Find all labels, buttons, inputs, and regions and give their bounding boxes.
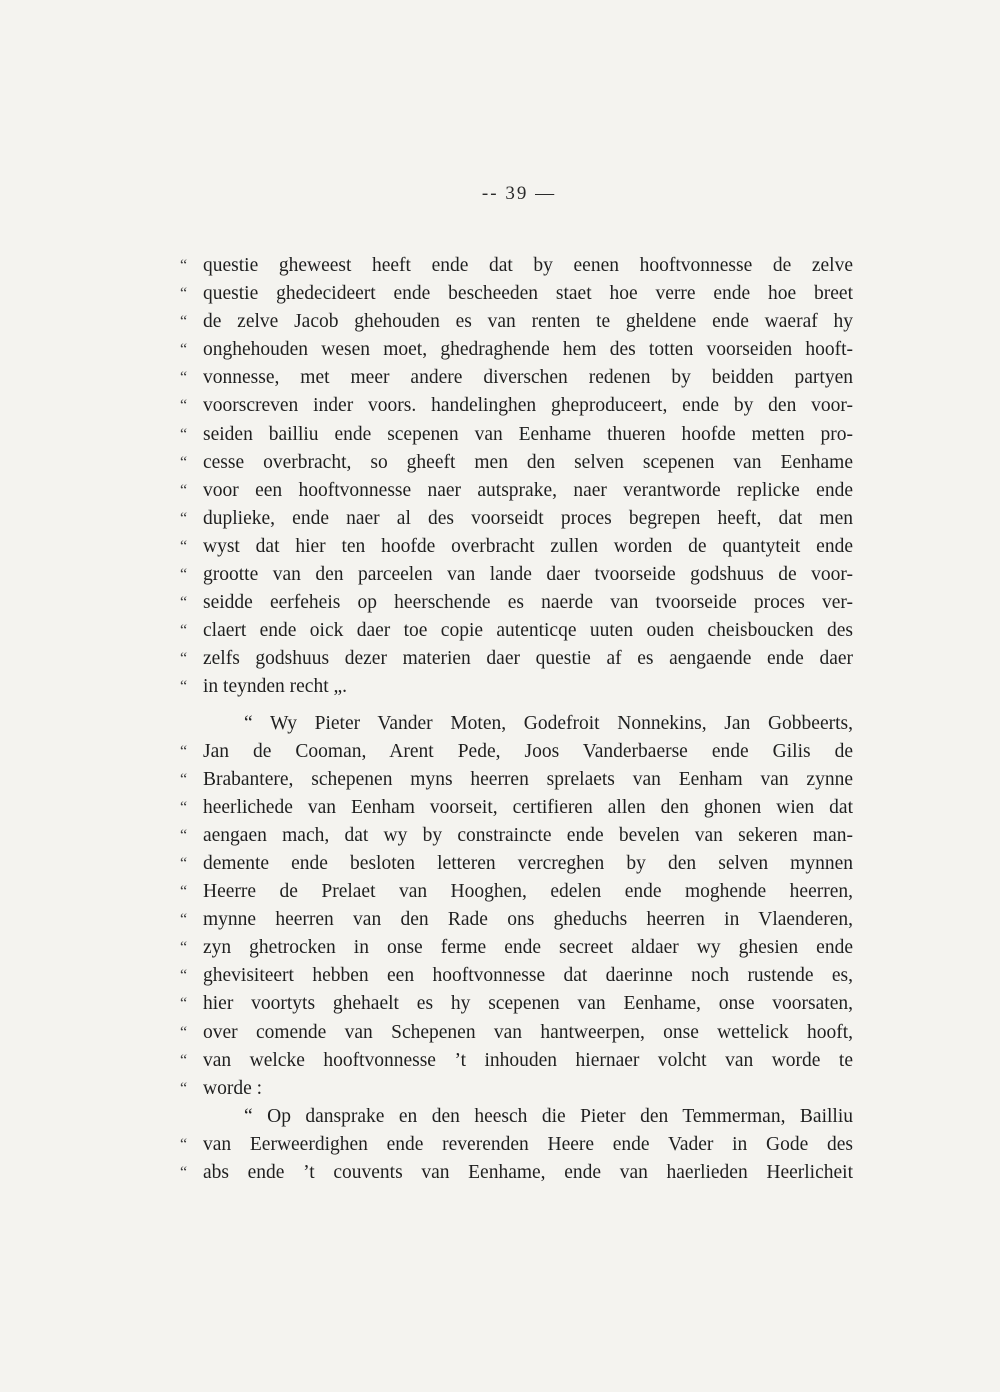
line-text: Brabantere, schepenen myns heerren sprelaets van Eenham van zynne <box>203 768 853 790</box>
quote-mark: “ <box>180 995 188 1013</box>
line-text: wyst dat hier ten hoofde overbracht zullen worden de quantyteit ende <box>203 535 853 557</box>
quote-mark: “ <box>180 770 188 788</box>
text-line <box>180 1131 853 1159</box>
text-line <box>180 1159 853 1187</box>
quote-mark: “ <box>180 481 188 499</box>
line-text: onghehouden wesen moet, ghedraghende hem des totten voorseiden hooft- <box>203 339 853 361</box>
text-line <box>180 1019 853 1047</box>
text-line <box>180 1047 853 1075</box>
text-line <box>180 990 853 1018</box>
line-text: mynne heerren van den Rade ons gheduchs heerren in Vlaenderen, <box>203 909 853 931</box>
line-text: claert ende oick daer toe copie autenticqe uuten ouden cheisboucken des <box>203 620 853 642</box>
text-line <box>180 533 853 561</box>
paragraph-1 <box>180 252 853 702</box>
quote-mark: “ <box>180 341 188 359</box>
quote-mark: “ <box>180 369 188 387</box>
line-text: questie ghedecideert ende bescheeden staet hoe verre ende hoe breet <box>203 283 853 305</box>
quote-mark: “ <box>180 826 188 844</box>
quote-mark: “ <box>180 285 188 303</box>
line-text: cesse overbracht, so gheeft men den selven scepenen van Eenhame <box>203 451 853 473</box>
quote-mark: “ <box>180 397 188 415</box>
quote-mark: “ <box>180 854 188 872</box>
quote-mark: “ <box>180 509 188 527</box>
text-line <box>180 280 853 308</box>
line-text: in teynden recht „. <box>203 676 348 698</box>
line-text: van Eerweerdighen ende reverenden Heere ende Vader in Gode des <box>203 1133 853 1155</box>
quote-mark: “ <box>180 1135 188 1153</box>
line-text: van welcke hooftvonnesse ’t inhouden hiernaer volcht van worde te <box>203 1049 853 1071</box>
text-line <box>180 561 853 589</box>
line-text: voor een hooftvonnesse naer autsprake, naer verantworde replicke ende <box>203 479 853 501</box>
line-text: zyn ghetrocken in onse ferme ende secreet aldaer wy ghesien ende <box>203 937 853 959</box>
quote-mark: “ <box>180 1164 188 1181</box>
text-line <box>180 617 853 645</box>
line-text: questie gheweest heeft ende dat by eenen hooftvonnesse de zelve <box>203 255 853 276</box>
text-line <box>180 421 853 449</box>
line-text: over comende van Schepenen van hantweerpen, onse wettelick hooft, <box>203 1021 853 1043</box>
quote-mark: “ <box>180 313 188 331</box>
text-line <box>180 673 853 701</box>
quote-mark: “ <box>180 1051 188 1069</box>
line-text: ghevisiteert hebben een hooftvonnesse dat daerinne noch rustende es, <box>203 965 853 987</box>
line-text: abs ende ’t couvents van Eenhame, ende van haerlieden Heerlicheit <box>203 1162 853 1183</box>
quote-mark: “ <box>180 939 188 957</box>
text-line <box>180 1075 853 1103</box>
text-line <box>180 878 853 906</box>
line-text: “ Op dansprake en den heesch die Pieter den Temmerman, Bailliu <box>244 1105 853 1127</box>
document-body <box>180 252 853 1187</box>
line-text: aengaen mach, dat wy by constraincte ende bevelen van sekeren man- <box>203 824 853 846</box>
text-line <box>180 710 853 738</box>
text-line <box>180 645 853 673</box>
quote-mark: “ <box>180 798 188 816</box>
quote-mark: “ <box>180 1023 188 1041</box>
line-text: vonnesse, met meer andere diverschen redenen by beidden partyen <box>203 367 853 389</box>
text-line <box>180 766 853 794</box>
quote-mark: “ <box>180 622 188 640</box>
quote-mark: “ <box>180 967 188 985</box>
page-number: -- 39 — <box>481 183 557 204</box>
quote-mark: “ <box>180 594 188 612</box>
text-line <box>180 364 853 392</box>
quote-mark: “ <box>180 537 188 555</box>
text-line <box>180 252 853 280</box>
quote-mark: “ <box>180 650 188 668</box>
line-text: demente ende besloten letteren vercreghen by den selven mynnen <box>203 852 853 874</box>
text-line <box>180 449 853 477</box>
line-text: zelfs godshuus dezer materien daer questie af es aengaende ende daer <box>203 648 853 670</box>
paragraph-2 <box>180 710 853 1103</box>
quote-mark: “ <box>180 1079 188 1097</box>
text-line <box>180 738 853 766</box>
line-text: seidde eerfeheis op heerschende es naerde van tvoorseide proces ver- <box>203 592 853 614</box>
line-text: voorscreven inder voors. handelinghen gheproduceert, ende by den voor- <box>203 395 853 417</box>
quote-mark: “ <box>180 883 188 901</box>
text-line <box>180 308 853 336</box>
text-line <box>180 505 853 533</box>
line-text: duplieke, ende naer al des voorseidt proces begrepen heeft, dat men <box>203 507 853 529</box>
text-line <box>180 336 853 364</box>
text-line <box>180 962 853 990</box>
quote-mark: “ <box>180 678 188 696</box>
line-text: hier voortyts ghehaelt es hy scepenen van Eenhame, onse voorsaten, <box>203 993 853 1015</box>
quote-mark: “ <box>180 425 188 443</box>
line-text: heerlichede van Eenham voorseit, certifieren allen den ghonen wien dat <box>203 796 853 818</box>
text-line <box>180 589 853 617</box>
line-text: Heerre de Prelaet van Hooghen, edelen ende moghende heerren, <box>203 881 853 903</box>
text-line <box>180 822 853 850</box>
line-text: worde : <box>203 1077 263 1099</box>
text-line <box>180 906 853 934</box>
text-line <box>180 794 853 822</box>
line-text: de zelve Jacob ghehouden es van renten te gheldene ende waeraf hy <box>203 311 853 333</box>
line-text: Jan de Cooman, Arent Pede, Joos Vanderbaerse ende Gilis de <box>203 740 853 762</box>
line-text: grootte van den parceelen van lande daer tvoorseide godshuus de voor- <box>203 564 853 586</box>
text-line <box>180 850 853 878</box>
line-text: “ Wy Pieter Vander Moten, Godefroit Nonnekins, Jan Gobbeerts, <box>244 712 853 734</box>
line-text: seiden bailliu ende scepenen van Eenhame thueren hoofde metten pro- <box>203 423 853 445</box>
quote-mark: “ <box>180 742 188 760</box>
text-line <box>180 477 853 505</box>
text-line <box>180 1103 853 1131</box>
text-line <box>180 934 853 962</box>
text-line <box>180 392 853 420</box>
quote-mark: “ <box>180 566 188 584</box>
paragraph-3 <box>180 1103 853 1187</box>
quote-mark: “ <box>180 257 188 274</box>
paragraph-gap <box>180 702 853 710</box>
quote-mark: “ <box>180 911 188 929</box>
quote-mark: “ <box>180 453 188 471</box>
